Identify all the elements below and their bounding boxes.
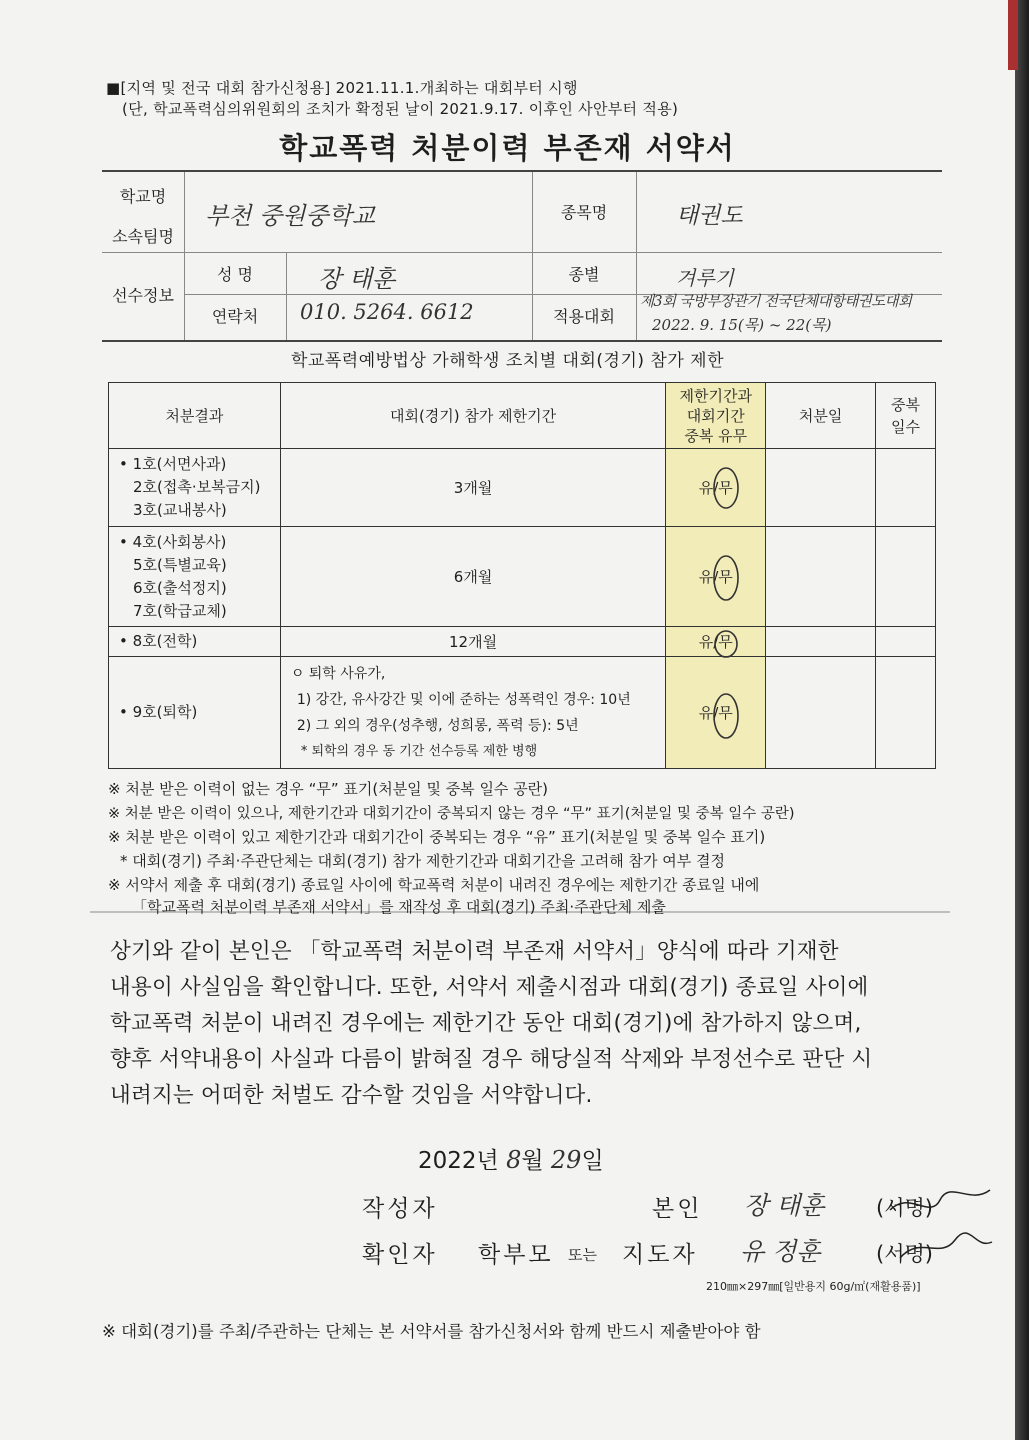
result-cell: • 8호(전학) bbox=[109, 627, 281, 657]
signature-scribble-icon bbox=[880, 1180, 1000, 1270]
header-overlap: 제한기간과 대회기간 중복 유무 bbox=[666, 383, 766, 449]
result-cell: • 1호(서면사과) 2호(접촉·보복금지) 3호(교내봉사) bbox=[109, 449, 281, 527]
overlap-choice[interactable]: 유/무 bbox=[666, 627, 766, 657]
result-cell: • 9호(퇴학) bbox=[109, 657, 281, 769]
overlap-choice[interactable]: 유/무 bbox=[666, 657, 766, 769]
contact-value: 010. 5264. 6612 bbox=[300, 300, 474, 324]
red-tab bbox=[1008, 0, 1018, 70]
sport-value: 태권도 bbox=[676, 203, 743, 229]
period-cell: 6개월 bbox=[280, 527, 665, 627]
paper-spec: 210㎜×297㎜[일반용지 60g/㎡(재활용품)] bbox=[706, 1280, 921, 1293]
overlap-choice[interactable]: 유/무 bbox=[666, 527, 766, 627]
or-label: 또는 bbox=[568, 1246, 597, 1264]
player-info-label: 선수정보 bbox=[112, 286, 174, 305]
category-label: 종별 bbox=[568, 265, 600, 284]
note-6: 「학교폭력 처분이력 부존재 서약서」를 재작성 후 대회(경기) 주최·주관단체 제출 bbox=[132, 898, 666, 916]
sport-label: 종목명 bbox=[560, 203, 608, 222]
overlap-choice[interactable]: 유/무 bbox=[666, 449, 766, 527]
category-value: 겨루기 bbox=[676, 266, 734, 290]
note-4: * 대회(경기) 주최·주관단체는 대회(경기) 참가 제한기간과 대회기간을 고려해 참가 여부 결정 bbox=[120, 852, 726, 870]
header-date: 처분일 bbox=[766, 383, 876, 449]
header-result: 처분결과 bbox=[109, 383, 281, 449]
result-cell: • 4호(사회봉사) 5호(특별교육) 6호(출석정지) 7호(학급교체) bbox=[109, 527, 281, 627]
period-cell: 12개월 bbox=[280, 627, 665, 657]
event-label: 적용대회 bbox=[553, 307, 615, 326]
coach-label: 지도자 bbox=[622, 1242, 698, 1268]
header-period: 대회(경기) 참가 제한기간 bbox=[280, 383, 665, 449]
header-line-1: ■[지역 및 전국 대회 참가신청용] 2021.11.1.개최하는 대회부터 시행 bbox=[106, 79, 578, 97]
writer-label: 작성자 bbox=[362, 1196, 438, 1222]
note-5: ※ 서약서 제출 후 대회(경기) 종료일 사이에 학교폭력 처분이 내려진 경우에는 제한기간 종료일 내에 bbox=[108, 876, 760, 894]
note-3: ※ 처분 받은 이력이 있고 제한기간과 대회기간이 중복되는 경우 “유” 표기(처분일 및 중복 일수 표기) bbox=[108, 828, 766, 846]
footer-note: ※ 대회(경기)를 주최/주관하는 단체는 본 서약서를 참가신청서와 함께 반드시 제출받아야 함 bbox=[102, 1322, 761, 1341]
self-sign-placeholder: (서명) bbox=[876, 1196, 933, 1220]
coach-sign-placeholder: (서명) bbox=[876, 1242, 933, 1266]
parent-label: 학부모 bbox=[478, 1242, 554, 1268]
restriction-subtitle: 학교폭력예방법상 가해학생 조치별 대회(경기) 참가 제한 bbox=[291, 351, 724, 371]
confirmer-label: 확인자 bbox=[362, 1242, 438, 1268]
binder-edge bbox=[1015, 0, 1029, 1440]
contact-label: 연락처 bbox=[211, 307, 259, 326]
team-label: 소속팀명 bbox=[112, 227, 174, 246]
school-value: 부천 중원중학교 bbox=[205, 202, 375, 230]
period-cell: ㅇ 퇴학 사유가, 1) 강간, 유사강간 및 이에 준하는 성폭력인 경우: 10년 2) 그 외의 경우(성추행, 성희롱, 폭력 등): 5년 * 퇴학의 경우 동 기간 선수등록 제한 병행 bbox=[280, 657, 665, 769]
event-value-dates: 2022. 9. 15(목) ~ 22(목) bbox=[652, 316, 832, 334]
note-2: ※ 처분 받은 이력이 있으나, 제한기간과 대회기간이 중복되지 않는 경우 “무” 표기(처분일 및 중복 일수 공란) bbox=[108, 806, 795, 822]
pledge-statement: 상기와 같이 본인은 「학교폭력 처분이력 부존재 서약서」양식에 따라 기재한 내용이 사실임을 확인합니다. 또한, 서약서 제출시점과 대회(경기) 종료일 사이에 학교폭력 처분이 내려진 경우에는 제한기간 동안 대회(경기)에 참가하지 않으며, 향후 서약내용이 사실과 다름이 밝혀질 경우 해당실적 삭제와 부정선수로 판단 시 내려지는 어떠한 처벌도 감수할 것임을 서약합니다. bbox=[110, 939, 873, 1108]
note-1: ※ 처분 받은 이력이 없는 경우 “무” 표기(처분일 및 중복 일수 공란) bbox=[108, 780, 549, 798]
header-days: 중복 일수 bbox=[876, 383, 936, 449]
sign-date: 2022년 8월 29일 bbox=[418, 1146, 604, 1174]
school-label: 학교명 bbox=[119, 187, 167, 206]
event-value-name: 제3회 국방부장관기 전국단체대항태권도대회 bbox=[640, 294, 912, 310]
period-cell: 3개월 bbox=[280, 449, 665, 527]
coach-name-handwritten: 유 정훈 bbox=[740, 1237, 821, 1266]
name-label: 성 명 bbox=[217, 265, 253, 284]
self-label: 본인 bbox=[652, 1196, 703, 1222]
document-title: 학교폭력 처분이력 부존재 서약서 bbox=[279, 131, 736, 165]
header-line-2: (단, 학교폭력심의위원회의 조치가 확정된 날이 2021.9.17. 이후인 사안부터 적용) bbox=[122, 100, 679, 118]
name-value: 장 태훈 bbox=[318, 265, 396, 293]
self-name-handwritten: 장 태훈 bbox=[744, 1191, 825, 1220]
